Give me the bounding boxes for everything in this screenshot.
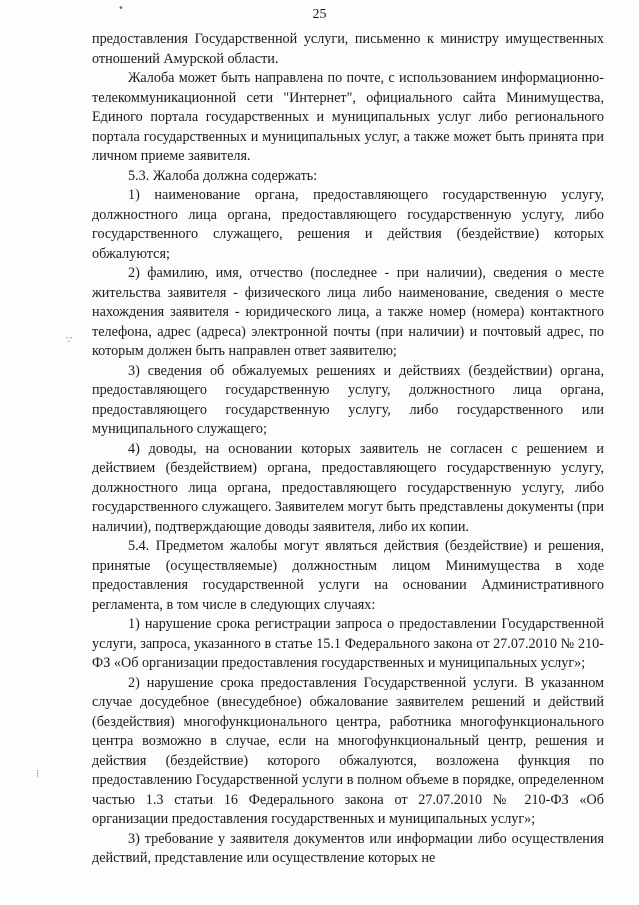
- list-item: 3) сведения об обжалуемых решениях и действиях (бездействии) органа, предоставляющего государственную услугу, должностного лица органа, предоставляющего государственную услугу, либо государственного или муниципального служащего;: [92, 362, 604, 437]
- list-item: 3) требование у заявителя документов или информации либо осуществления действий, представление или осуществление которых не: [92, 830, 604, 866]
- scan-noise-mark: ⁝: [36, 769, 40, 780]
- page-number: 25: [312, 7, 327, 22]
- paragraph: предоставления Государственной услуги, письменно к министру имущественных отношений Амурской области.: [92, 31, 604, 67]
- paragraph: 5.4. Предметом жалобы могут являться действия (бездействие) и решения, принятые (осуществляемые) должностным лицом Минимущества в ходе предоставления государственной услуги на основании Административного регламента, в том числе в следующих случаях:: [92, 538, 604, 613]
- list-item: 4) доводы, на основании которых заявитель не согласен с решением и действием (бездействием) органа, предоставляющего государственную услугу, должностного лица органа, предоставляющего государственную услугу, либо государственного служащего. Заявителем могут быть представлены документы (при наличии), подтверждающие доводы заявителя, либо их копии.: [92, 440, 604, 535]
- paragraph: Жалоба может быть направлена по почте, с использованием информационно-телекоммуникационной сети "Интернет", официального сайта Минимущества, Единого портала государственных и муниципальных услуг либо регионального портала государственных и муниципальных услуг, а также может быть принята при личном приеме заявителя.: [92, 70, 604, 164]
- list-item: 2) нарушение срока предоставления Государственной услуги. В указанном случае досудебное (внесудебное) обжалование заявителем решений и действий (бездействия) многофункционального центра, работника многофункционального центра возможно в случае, если на многофункциональный центр, решения и действия (бездействие) которого обжалуются, возложена функция по предоставлению Государственной услуги в полном объеме в порядке, определенном частью 1.3 статьи 16 Федерального закона от 27.07.2010 № 210-ФЗ «Об организации предоставления государственных и муниципальных услуг»;: [92, 674, 604, 827]
- scan-speck-mark: •: [118, 3, 124, 14]
- scan-noise-mark: ∵: [66, 335, 73, 346]
- list-item: 1) наименование органа, предоставляющего государственную услугу, должностного лица органа, предоставляющего государственную услугу, либо государственного служащего, решения и действия (бездействие) которых обжалуются;: [92, 187, 604, 262]
- document-body: [92, 30, 604, 869]
- section-heading: 5.3. Жалоба должна содержать:: [128, 167, 318, 184]
- list-item: 1) нарушение срока регистрации запроса о предоставлении Государственной услуги, запроса, указанного в статье 15.1 Федерального закона от 27.07.2010 № 210-ФЗ «Об организации предоставления государственных и муниципальных услуг»;: [92, 616, 604, 671]
- list-item: 2) фамилию, имя, отчество (последнее - при наличии), сведения о месте жительства заявителя - физического лица либо наименование, сведения о месте нахождения заявителя - юридического лица, а также номер (номера) контактного телефона, адрес (адреса) электронной почты (при наличии) и почтовый адрес, по которым должен быть направлен ответ заявителю;: [92, 265, 604, 359]
